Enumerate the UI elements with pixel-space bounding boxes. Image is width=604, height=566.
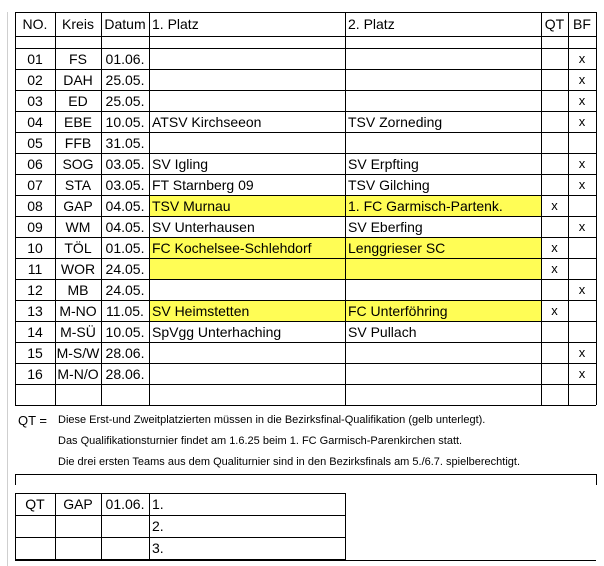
mark-bf — [568, 300, 596, 321]
mark-bf — [568, 321, 596, 342]
cell-kreis: MB — [67, 282, 89, 298]
cell-datum: 25.05. — [105, 93, 145, 109]
mark-bf: x — [578, 156, 586, 171]
cell-nr: 02 — [27, 72, 43, 88]
cell-platz1 — [149, 132, 345, 153]
cell-kreis: FFB — [64, 135, 92, 151]
grid-line — [15, 342, 596, 343]
mark-qt — [541, 153, 568, 174]
cell-platz1: TSV Murnau — [152, 198, 231, 214]
grid-line — [15, 493, 16, 559]
grid-line — [55, 493, 56, 559]
cell-platz1: FT Starnberg 09 — [152, 177, 254, 193]
cell-platz1: SV Unterhausen — [152, 219, 255, 235]
cell-datum: 04.05. — [105, 219, 145, 235]
mark-bf: x — [578, 345, 586, 360]
grid-line — [345, 493, 346, 559]
grid-line — [149, 493, 150, 559]
cell-nr: 04 — [27, 114, 43, 130]
grid-line — [15, 195, 596, 196]
cell-nr: 08 — [27, 198, 43, 214]
cell-nr: 10 — [27, 240, 43, 256]
grid-line — [596, 12, 597, 405]
cell-platz2: TSV Gilching — [348, 177, 430, 193]
cell-platz1 — [149, 279, 345, 300]
cell-nr: 16 — [27, 366, 43, 382]
grid-line — [15, 279, 596, 280]
cell-kreis: FS — [69, 51, 87, 67]
cell-datum: 11.05. — [106, 303, 144, 319]
grid-line — [15, 300, 596, 301]
cell-platz2 — [345, 342, 541, 363]
cell-kreis: M-NO — [59, 303, 97, 319]
mark-qt — [541, 216, 568, 237]
grid-line — [15, 560, 596, 561]
grid-line — [15, 12, 596, 13]
cell-kreis: M-S/W — [56, 345, 100, 361]
cell-datum: 03.05. — [105, 156, 145, 172]
cell-kreis: SOG — [62, 156, 94, 172]
cell-platz1 — [149, 90, 345, 111]
cell-platz1: ATSV Kirchseeon — [152, 114, 262, 130]
cell-platz2: 1. FC Garmisch-Partenk. — [348, 198, 503, 214]
cell-platz2 — [345, 132, 541, 153]
qt-datum: 01.06. — [105, 496, 145, 512]
grid-line — [149, 12, 150, 405]
grid-line — [15, 384, 596, 385]
cell-kreis: WOR — [60, 261, 96, 277]
header-bf: BF — [573, 16, 591, 32]
cell-platz1 — [149, 342, 345, 363]
cell-datum: 28.06. — [105, 345, 145, 361]
mark-qt — [541, 174, 568, 195]
qt-place: 1. — [152, 496, 164, 512]
header-nr: NO. — [22, 16, 48, 32]
mark-bf — [568, 258, 596, 279]
mark-qt — [541, 132, 568, 153]
cell-platz2 — [345, 48, 541, 69]
grid-line — [15, 12, 16, 405]
grid-line — [15, 174, 596, 175]
cell-platz1 — [149, 258, 345, 279]
cell-datum: 28.06. — [105, 366, 145, 382]
mark-bf: x — [578, 366, 586, 381]
mark-bf: x — [578, 93, 586, 108]
grid-line — [7, 12, 8, 566]
mark-qt: x — [551, 240, 558, 255]
mark-qt: x — [551, 303, 558, 318]
mark-qt — [541, 48, 568, 69]
cell-datum: 25.05. — [105, 72, 145, 88]
cell-datum: 01.05. — [105, 240, 145, 256]
mark-qt — [541, 111, 568, 132]
grid-line — [15, 237, 596, 238]
note-line: Das Qualifikationsturnier findet am 1.6.25 beim 1. FC Garmisch-Parenkirchen statt. — [58, 435, 463, 447]
grid-line — [15, 474, 596, 475]
grid-line — [55, 12, 56, 405]
cell-nr: 09 — [27, 219, 43, 235]
grid-line — [101, 493, 102, 559]
grid-line — [15, 111, 596, 112]
header-qt: QT — [544, 16, 565, 32]
note-line: Diese Erst-und Zweitplatzierten müssen in die Bezirksfinal-Qualifikation (gelb unterlegt). — [58, 414, 486, 426]
mark-qt: x — [551, 198, 558, 213]
cell-datum: 31.05. — [105, 135, 145, 151]
mark-bf: x — [578, 114, 586, 129]
cell-kreis: ED — [68, 93, 88, 109]
cell-datum: 01.06. — [105, 51, 145, 67]
cell-platz2: Lenggrieser SC — [348, 240, 446, 256]
grid-line — [15, 48, 596, 49]
cell-kreis: STA — [64, 177, 92, 193]
cell-datum: 24.05. — [105, 282, 145, 298]
qt-label: QT — [25, 496, 45, 512]
grid-line — [15, 474, 16, 485]
header-kreis: Kreis — [62, 16, 94, 32]
mark-bf — [568, 195, 596, 216]
cell-platz1: SV Heimstetten — [152, 303, 250, 319]
grid-line — [15, 321, 596, 322]
mark-bf: x — [578, 72, 586, 87]
cell-platz2 — [345, 258, 541, 279]
cell-nr: 11 — [27, 261, 43, 277]
cell-kreis: M-SÜ — [60, 324, 96, 340]
cell-kreis: WM — [65, 219, 91, 235]
cell-platz2 — [345, 90, 541, 111]
mark-bf — [568, 132, 596, 153]
cell-platz2: TSV Zorneding — [348, 114, 443, 130]
cell-nr: 05 — [27, 135, 43, 151]
cell-nr: 12 — [27, 282, 43, 298]
cell-datum: 24.05. — [105, 261, 145, 277]
cell-platz1 — [149, 48, 345, 69]
cell-datum: 04.05. — [105, 198, 145, 214]
grid-line — [101, 12, 102, 405]
cell-platz2 — [345, 69, 541, 90]
cell-nr: 13 — [27, 303, 43, 319]
mark-bf: x — [578, 51, 586, 66]
qt-place: 2. — [152, 518, 164, 534]
mark-bf: x — [578, 219, 586, 234]
mark-qt — [541, 90, 568, 111]
mark-qt: x — [551, 261, 558, 276]
grid-line — [15, 69, 596, 70]
cell-platz1: SpVgg Unterhaching — [152, 324, 282, 340]
mark-qt — [541, 69, 568, 90]
grid-line — [345, 12, 346, 405]
mark-qt — [541, 321, 568, 342]
grid-line — [568, 12, 569, 405]
cell-datum: 10.05. — [105, 114, 145, 130]
cell-nr: 03 — [27, 93, 43, 109]
cell-platz2 — [345, 279, 541, 300]
cell-platz2: SV Eberfing — [348, 219, 423, 235]
mark-qt — [541, 342, 568, 363]
notes-label: QT = — [18, 413, 48, 428]
cell-nr: 07 — [27, 177, 43, 193]
grid-line — [15, 363, 596, 364]
cell-kreis: M-N/O — [57, 366, 99, 382]
cell-platz2: SV Pullach — [348, 324, 417, 340]
cell-nr: 15 — [27, 345, 43, 361]
cell-nr: 06 — [27, 156, 43, 172]
cell-platz2: SV Erpfting — [348, 156, 419, 172]
mark-bf — [568, 237, 596, 258]
mark-bf: x — [578, 282, 586, 297]
cell-platz1 — [149, 69, 345, 90]
header-platz1: 1. Platz — [152, 16, 199, 32]
cell-platz1 — [149, 363, 345, 384]
qt-place: 3. — [152, 540, 164, 556]
grid-line — [15, 258, 596, 259]
cell-kreis: EBE — [63, 114, 92, 130]
cell-kreis: DAH — [63, 72, 93, 88]
grid-line — [15, 216, 596, 217]
grid-line — [15, 153, 596, 154]
grid-line — [15, 405, 596, 406]
grid-line — [541, 12, 542, 405]
mark-qt — [541, 279, 568, 300]
cell-kreis: TÖL — [64, 240, 92, 256]
cell-nr: 01 — [27, 51, 43, 67]
grid-line — [15, 36, 596, 37]
grid-line — [596, 474, 597, 485]
header-platz2: 2. Platz — [348, 16, 395, 32]
cell-nr: 14 — [27, 324, 43, 340]
mark-qt — [541, 363, 568, 384]
mark-bf: x — [578, 177, 586, 192]
cell-datum: 10.05. — [105, 324, 145, 340]
cell-platz1: FC Kochelsee-Schlehdorf — [152, 240, 312, 256]
cell-platz2: FC Unterföhring — [348, 303, 448, 319]
cell-datum: 03.05. — [105, 177, 145, 193]
grid-line — [15, 90, 596, 91]
note-line: Die drei ersten Teams aus dem Qualiturnier sind in den Bezirksfinals am 5./6.7. spielberechtigt. — [58, 456, 521, 468]
cell-platz2 — [345, 363, 541, 384]
cell-platz1: SV Igling — [152, 156, 209, 172]
header-datum: Datum — [104, 16, 146, 32]
qt-kreis: GAP — [63, 496, 93, 512]
grid-line — [15, 132, 596, 133]
cell-kreis: GAP — [63, 198, 93, 214]
